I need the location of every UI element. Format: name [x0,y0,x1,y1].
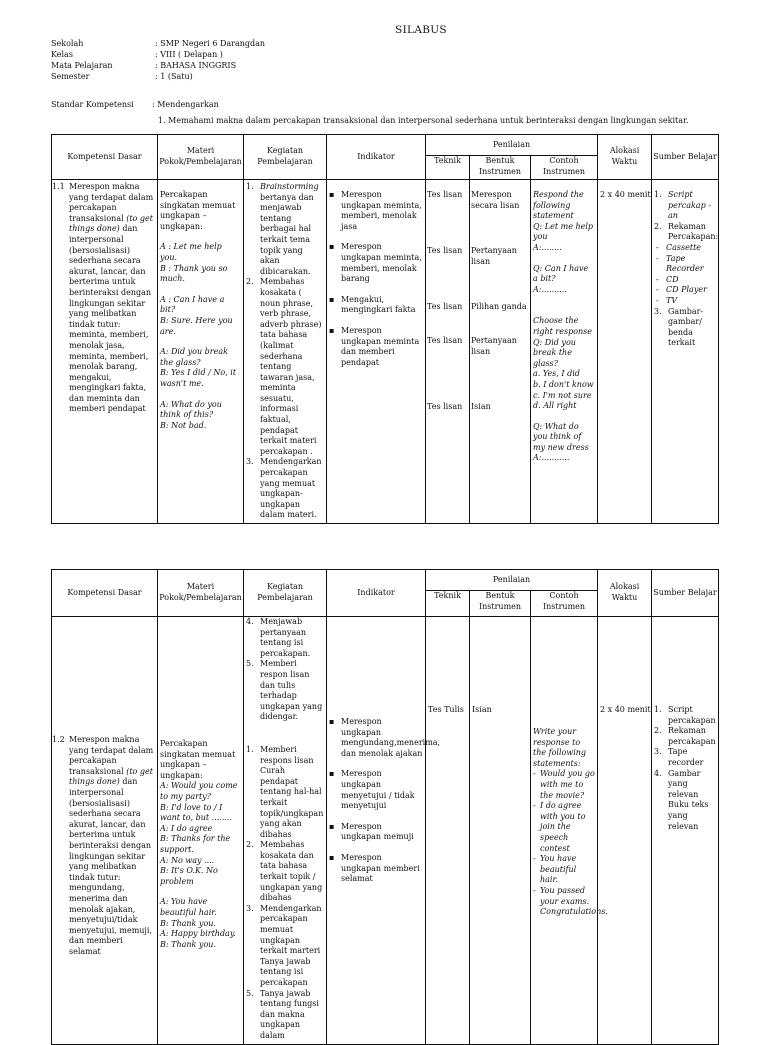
teknik-cell: Tes Tulis [426,617,470,1045]
header-contoh: Contoh Instrumen [531,591,598,617]
header-alokasi: Alokasi Waktu [598,135,652,180]
kegiatan-item: 5. Tanya jawab tentang fungsi dan makna ungkapan dalam [246,988,319,1040]
header-sumber: Sumber Belajar [652,570,719,617]
header-penilaian: Penilaian [426,570,598,591]
kegiatan-item: 1. Memberi respons lisan Curah pendapat tentang hal-hal terkait topik/ungkapan yang akan dibahas [246,744,324,839]
kegiatan-cell [244,617,327,1045]
header-kegiatan: Kegiatan Pembelajaran [244,570,327,617]
sumber-cell: 1. Script percakap - an 2. Rekaman Percakapan: - Cassette - Tape Recorder - CD - CD Player - TV 3. Gambar-gambar/ benda terkait [652,180,719,524]
header-alokasi: Alokasi Waktu [598,570,652,617]
indikator-cell: ▪ Merespon ungkapan mengundang,menerima, dan menolak ajakan ▪ Merespon ungkapan menyetujui / tidak menyetujui ▪ Merespon ungkapan memuji ▪ Merespon ungkapan memberi selamat [327,617,426,1045]
bentuk-cell: Isian [470,617,531,1045]
contoh-cell: Respond the following statement Q: Let me help you A:........ Q: Can I have a bit? A:.......... Choose the right response Q: Did you break the glass? a. Yes, I did b. I don't know c. I'm not sure d. All right Q: What do you think of my new dress A:........... [531,180,598,524]
header-kegiatan: Kegiatan Pembelajaran [244,135,327,180]
materi-cell: Percakapan singkatan memuat ungkapan – ungkapan: A : Let me help you. B : Thank you so much. A : Can I have a bit? B: Sure. Here you are. A: Did you break the glass? B: Yes I did / No, it wasn't me. A: What do you think of this? B: Not bad. [158,180,244,524]
contoh-cell: Write your response to the following statements: - Would you go with me to the movie? - I do agree with you to join the speech contest - You have beautiful hair. - You passed your exams. Congratulations. [531,617,598,1045]
header-bentuk: Bentuk Instrumen [470,156,531,180]
silabus-table-1 [51,134,719,524]
info-kelas: Kelas : VIII ( Delapan ) [51,50,223,59]
header-penilaian: Penilaian [426,135,598,156]
kegiatan-item: 2. Membahas kosakata ( noun phrase, verb phrase, adverb phrase) tata bahasa (kalimat sederhana tentang tawaran jasa, meminta sesuatu, informasi faktual, pendapat terkait materi percakapan . [246,277,322,456]
kegiatan-item: 4. Menjawab pertanyaan tentang isi percakapan. [246,617,311,658]
info-mata-pelajaran: Mata Pelajaran : BAHASA INGGRIS [51,61,237,70]
info-sekolah: Sekolah : SMP Negeri 6 Darangdan [51,39,266,48]
kegiatan-item: 1. Brainstorming bertanya dan menjawab tentang berbagai hal terkait tema topik yang akan dibicarakan. [246,182,319,276]
kegiatan-item: 5. Memberi respon lisan dan tulis terhadap ungkapan yang didengar. [246,659,323,722]
kegiatan-cell [244,180,327,524]
header-bentuk: Bentuk Instrumen [470,591,531,617]
standar-point: 1. Memahami makna dalam percakapan transaksional dan interpersonal sederhana untuk berinteraksi dengan lingkungan sekitar. [158,116,689,125]
header-teknik: Teknik [426,591,470,617]
bentuk-cell: Merespon secara lisan Pertanyaan lisan Pilihan ganda Pertanyaan lisan Isian [470,180,531,524]
header-sumber: Sumber Belajar [652,135,719,180]
page-title: SILABUS [395,24,447,36]
info-semester: Semester : 1 (Satu) [51,72,193,81]
sumber-cell: 1. Script percakapan 2. Rekaman percakapan 3. Tape recorder 4. Gambar yang relevan Buku teks yang relevan [652,617,719,1045]
header-contoh: Contoh Instrumen [531,156,598,180]
header-teknik: Teknik [426,156,470,180]
kd-cell: 1.2 Merespon makna yang terdapat dalam percakapan transaksional (to get things done) dan interpersonal (bersosialisasi) sederhana secara akurat, lancar, dan berterima untuk berinteraksi dengan lingkungan sekitar yang melibatkan tindak tutur: mengundang, menerima dan menolak ajakan, menyetujui/tidak menyetujui, memuji, dan memberi selamat [52,617,158,1045]
silabus-table-2 [51,569,719,1045]
header-kompetensi: Kompetensi Dasar [52,570,158,617]
header-kompetensi: Kompetensi Dasar [52,135,158,180]
standar-value: : Mendengarkan [152,100,219,109]
header-materi: Materi Pokok/Pembelajaran [158,570,244,617]
header-materi: Materi Pokok/Pembelajaran [158,135,244,180]
alokasi-cell: 2 x 40 menit [598,617,652,1045]
materi-cell: Percakapan singkatan memuat ungkapan – ungkapan: A: Would you come to my party? B: I'd love to / I want to, but ........ A: I do agree B: Thanks for the support. A: No way .... B: It's O.K. No problem A: You have beautiful hair. B: Thank you. A: Happy birthday. B: Thank you. [158,617,244,1045]
kegiatan-item: 2. Membahas kosakata dan tata bahasa terkait topik / ungkapan yang dibahas [246,840,323,903]
indikator-cell: ▪ Merespon ungkapan meminta, memberi, menolak jasa ▪ Merespon ungkapan meminta, memberi, menolak barang ▪ Mengakui, mengingkari fakta ▪ Merespon ungkapan meminta dan memberi pendapat [327,180,426,524]
header-indikator: Indikator [327,135,426,180]
kegiatan-item: 3. Mendengarkan percakapan memuat ungkapan terkait marteri Tanya jawab tentang isi percakapan [246,903,322,987]
kd-cell: 1.1 Merespon makna yang terdapat dalam percakapan transaksional (to get things done) dan interpersonal (bersosialisasi) sederhana secara akurat, lancar, dan berterima untuk berinteraksi dengan lingkungan sekitar yang melibatkan tindak tutur: meminta, memberi, menolak jasa, meminta, memberi, menolak barang, mengakui, mengingkari fakta, dan meminta dan memberi pendapat [52,180,158,524]
standar-label: Standar Kompetensi [51,100,134,109]
kegiatan-item: 3. Mendengarkan percakapan yang memuat ungkapan-ungkapan dalam materi. [246,457,322,520]
teknik-cell: Tes lisan Tes lisan Tes lisan Tes lisan Tes lisan [426,180,470,524]
alokasi-cell: 2 x 40 menit [598,180,652,524]
header-indikator: Indikator [327,570,426,617]
